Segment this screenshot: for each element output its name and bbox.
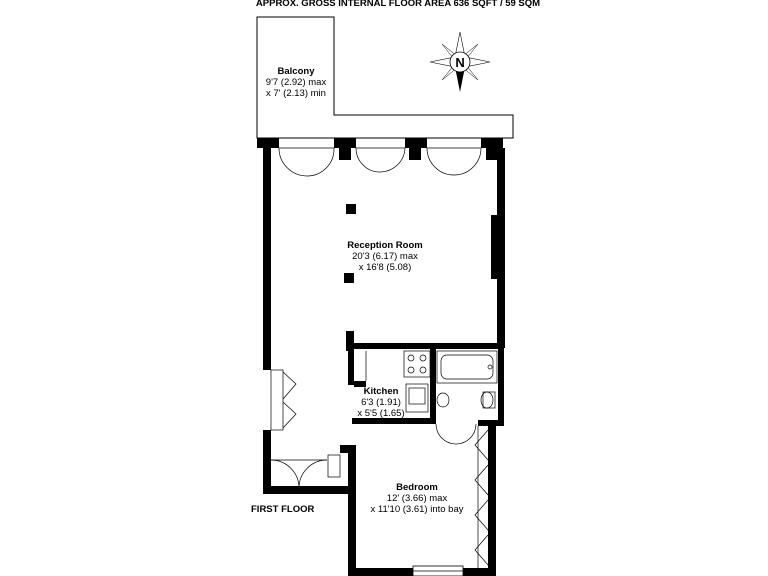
kitchen-label	[352, 386, 410, 419]
balcony-label	[257, 66, 335, 99]
bedroom-name: Bedroom	[396, 482, 438, 493]
balcony-name: Balcony	[277, 66, 315, 77]
kitchen-dim-2: x 5'5 (1.65)	[357, 408, 405, 419]
bay-window	[413, 566, 463, 576]
balcony-doors	[279, 148, 481, 176]
kitchen-dim-1: 6'3 (1.91)	[361, 397, 401, 408]
entrance-doors	[271, 455, 340, 488]
reception-dim-1: 20'3 (6.17) max	[352, 251, 418, 262]
reception-name: Reception Room	[347, 240, 423, 251]
bedroom-label	[357, 482, 477, 515]
reception-dim-2: x 16'8 (5.08)	[358, 262, 412, 273]
reception-label	[330, 240, 440, 273]
compass-icon	[430, 32, 490, 92]
floor-area-title: APPROX. GROSS INTERNAL FLOOR AREA 636 SQFT / 59 SQM	[255, 0, 541, 9]
balcony-dim-2: x 7' (2.13) min	[266, 88, 326, 99]
cupboard-doors	[271, 370, 296, 430]
floor-name: FIRST FLOOR	[251, 504, 315, 515]
compass-letter: N	[455, 55, 465, 70]
bedroom-dim-1: 12' (3.66) max	[386, 493, 448, 504]
bedroom-dim-2: x 11'10 (3.61) into bay	[370, 504, 464, 515]
kitchen-name: Kitchen	[363, 386, 399, 397]
balcony-dim-1: 9'7 (2.92) max	[265, 77, 327, 88]
